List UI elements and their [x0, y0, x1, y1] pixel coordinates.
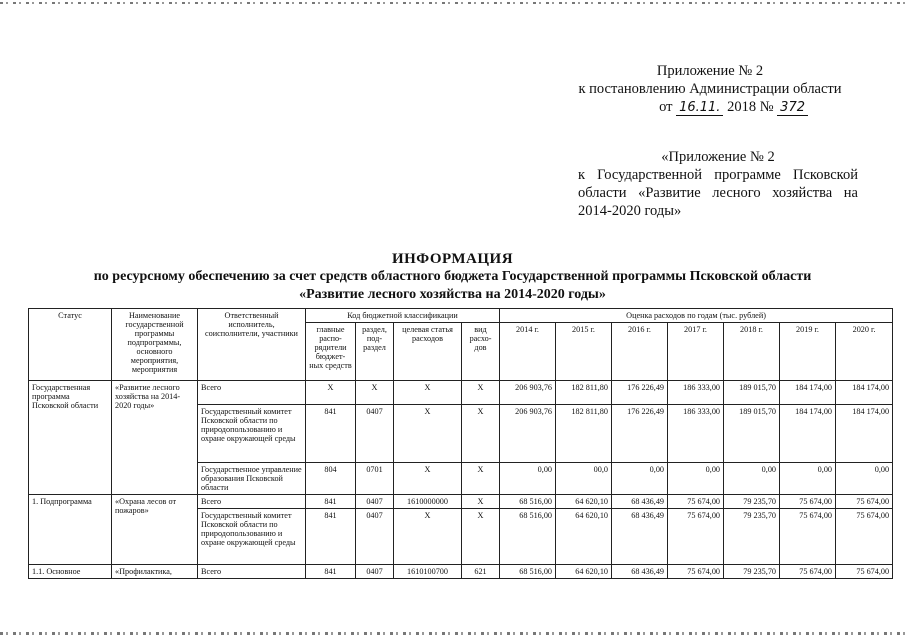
cell-2020: 75 674,00: [836, 565, 893, 579]
cell-csr: 1610000000: [394, 495, 462, 509]
cell-2014: 68 516,00: [500, 495, 556, 509]
cell-2020: 0,00: [836, 463, 893, 495]
cell-2017: 75 674,00: [668, 495, 724, 509]
cell-2015: 64 620,10: [556, 495, 612, 509]
cell-status: 1. Подпрограмма: [29, 495, 112, 565]
cell-resp: Государственное управление образования Псковской области: [198, 463, 306, 495]
title-line-3: «Развитие лесного хозяйства на 2014-2020 годы»: [299, 287, 606, 302]
cell-2014: 0,00: [500, 463, 556, 495]
appendix-ot: от: [659, 99, 673, 115]
cell-2019: 0,00: [780, 463, 836, 495]
th-rzpr: раздел, под-раздел: [356, 323, 394, 381]
cell-2019: 75 674,00: [780, 495, 836, 509]
cell-2017: 75 674,00: [668, 565, 724, 579]
cell-2020: 75 674,00: [836, 495, 893, 509]
cell-2014: 68 516,00: [500, 509, 556, 565]
cell-resp: Всего: [198, 381, 306, 405]
cell-csr: X: [394, 405, 462, 463]
cell-2019: 75 674,00: [780, 509, 836, 565]
cell-2016: 68 436,49: [612, 495, 668, 509]
cell-2016: 176 226,49: [612, 381, 668, 405]
th-csr: целевая статья расходов: [394, 323, 462, 381]
cell-grbs: X: [306, 381, 356, 405]
cell-2019: 184 174,00: [780, 405, 836, 463]
th-2018: 2018 г.: [724, 323, 780, 381]
cell-grbs: 804: [306, 463, 356, 495]
th-resp: Ответственный исполнитель, соисполнители, участники: [198, 309, 306, 381]
th-2017: 2017 г.: [668, 323, 724, 381]
cell-rz: 0407: [356, 495, 394, 509]
cell-csr: X: [394, 509, 462, 565]
cell-2020: 184 174,00: [836, 381, 893, 405]
cell-vr: X: [462, 509, 500, 565]
th-status: Статус: [29, 309, 112, 381]
th-2016: 2016 г.: [612, 323, 668, 381]
cell-2017: 0,00: [668, 463, 724, 495]
title-line-2: по ресурсному обеспечению за счет средств областного бюджета Государственной программы Псковской области: [93, 269, 812, 284]
cell-vr: 621: [462, 565, 500, 579]
th-2020: 2020 г.: [836, 323, 893, 381]
cell-resp: Государственный комитет Псковской области по природопользованию и охране окружающей среды: [198, 509, 306, 565]
resource-table: [28, 308, 893, 579]
cell-vr: X: [462, 495, 500, 509]
cell-name: «Развитие лесного хозяйства на 2014-2020 годы»: [112, 381, 198, 495]
cell-grbs: 841: [306, 565, 356, 579]
th-name: Наименование государственной программы подпрограммы, основного мероприятия, мероприятия: [112, 309, 198, 381]
cell-2019: 75 674,00: [780, 565, 836, 579]
appendix-year-no: 2018 №: [727, 99, 774, 115]
th-vr: вид расхо-дов: [462, 323, 500, 381]
cell-2016: 68 436,49: [612, 565, 668, 579]
cell-vr: X: [462, 405, 500, 463]
cell-2018: 0,00: [724, 463, 780, 495]
cell-2020: 184 174,00: [836, 405, 893, 463]
cell-rz: 0701: [356, 463, 394, 495]
th-estimate: Оценка расходов по годам (тыс. рублей): [500, 309, 893, 323]
cell-2017: 186 333,00: [668, 405, 724, 463]
cell-2018: 79 235,70: [724, 509, 780, 565]
cell-2017: 186 333,00: [668, 381, 724, 405]
table-row: [29, 381, 893, 405]
header-row-1: [29, 309, 893, 323]
appendix2-body: к Государственной программе Псковской области «Развитие лесного хозяйства на 2014-2020 годы»: [578, 167, 858, 219]
appendix-header: [560, 62, 860, 117]
th-2019: 2019 г.: [780, 323, 836, 381]
cell-status: Государственная программа Псковской области: [29, 381, 112, 495]
appendix2-header: [578, 148, 858, 220]
cell-2018: 79 235,70: [724, 495, 780, 509]
th-grbs: главные распо-рядители бюджет-ных средств: [306, 323, 356, 381]
th-budget-code: Код бюджетной классификации: [306, 309, 500, 323]
cell-2014: 206 903,76: [500, 405, 556, 463]
cell-grbs: 841: [306, 405, 356, 463]
handwritten-number: 372: [777, 100, 808, 116]
cell-resp: Государственный комитет Псковской области по природопользованию и охране окружающей среды: [198, 405, 306, 463]
cell-2020: 75 674,00: [836, 509, 893, 565]
cell-csr: X: [394, 381, 462, 405]
scan-artifact-bottom: [0, 632, 905, 635]
cell-resp: Всего: [198, 495, 306, 509]
cell-2016: 0,00: [612, 463, 668, 495]
document-title: [20, 250, 885, 304]
appendix-line-1: Приложение № 2: [656, 63, 764, 79]
cell-2014: 68 516,00: [500, 565, 556, 579]
th-2014: 2014 г.: [500, 323, 556, 381]
appendix2-line-1: «Приложение № 2: [661, 149, 775, 165]
cell-2015: 182 811,80: [556, 381, 612, 405]
cell-2019: 184 174,00: [780, 381, 836, 405]
cell-rz: 0407: [356, 565, 394, 579]
cell-vr: X: [462, 381, 500, 405]
appendix-date-line: [560, 98, 860, 117]
table-row: [29, 495, 893, 509]
cell-2018: 189 015,70: [724, 405, 780, 463]
cell-status: 1.1. Основное: [29, 565, 112, 579]
cell-2018: 189 015,70: [724, 381, 780, 405]
cell-grbs: 841: [306, 509, 356, 565]
cell-2016: 68 436,49: [612, 509, 668, 565]
cell-2016: 176 226,49: [612, 405, 668, 463]
cell-resp: Всего: [198, 565, 306, 579]
cell-2015: 182 811,80: [556, 405, 612, 463]
appendix-line-2: к постановлению Администрации области: [578, 81, 842, 97]
cell-name: «Профилактика,: [112, 565, 198, 579]
cell-csr: 1610100700: [394, 565, 462, 579]
scan-artifact-top: [0, 2, 905, 4]
cell-vr: X: [462, 463, 500, 495]
cell-name: «Охрана лесов от пожаров»: [112, 495, 198, 565]
cell-grbs: 841: [306, 495, 356, 509]
title-main: ИНФОРМАЦИЯ: [391, 251, 514, 267]
cell-rz: 0407: [356, 405, 394, 463]
cell-2014: 206 903,76: [500, 381, 556, 405]
cell-2015: 64 620,10: [556, 565, 612, 579]
cell-rz: X: [356, 381, 394, 405]
cell-2017: 75 674,00: [668, 509, 724, 565]
cell-2015: 64 620,10: [556, 509, 612, 565]
handwritten-date: 16.11.: [676, 100, 723, 116]
cell-2018: 79 235,70: [724, 565, 780, 579]
table-row: [29, 565, 893, 579]
cell-2015: 00,0: [556, 463, 612, 495]
cell-rz: 0407: [356, 509, 394, 565]
th-2015: 2015 г.: [556, 323, 612, 381]
cell-csr: X: [394, 463, 462, 495]
